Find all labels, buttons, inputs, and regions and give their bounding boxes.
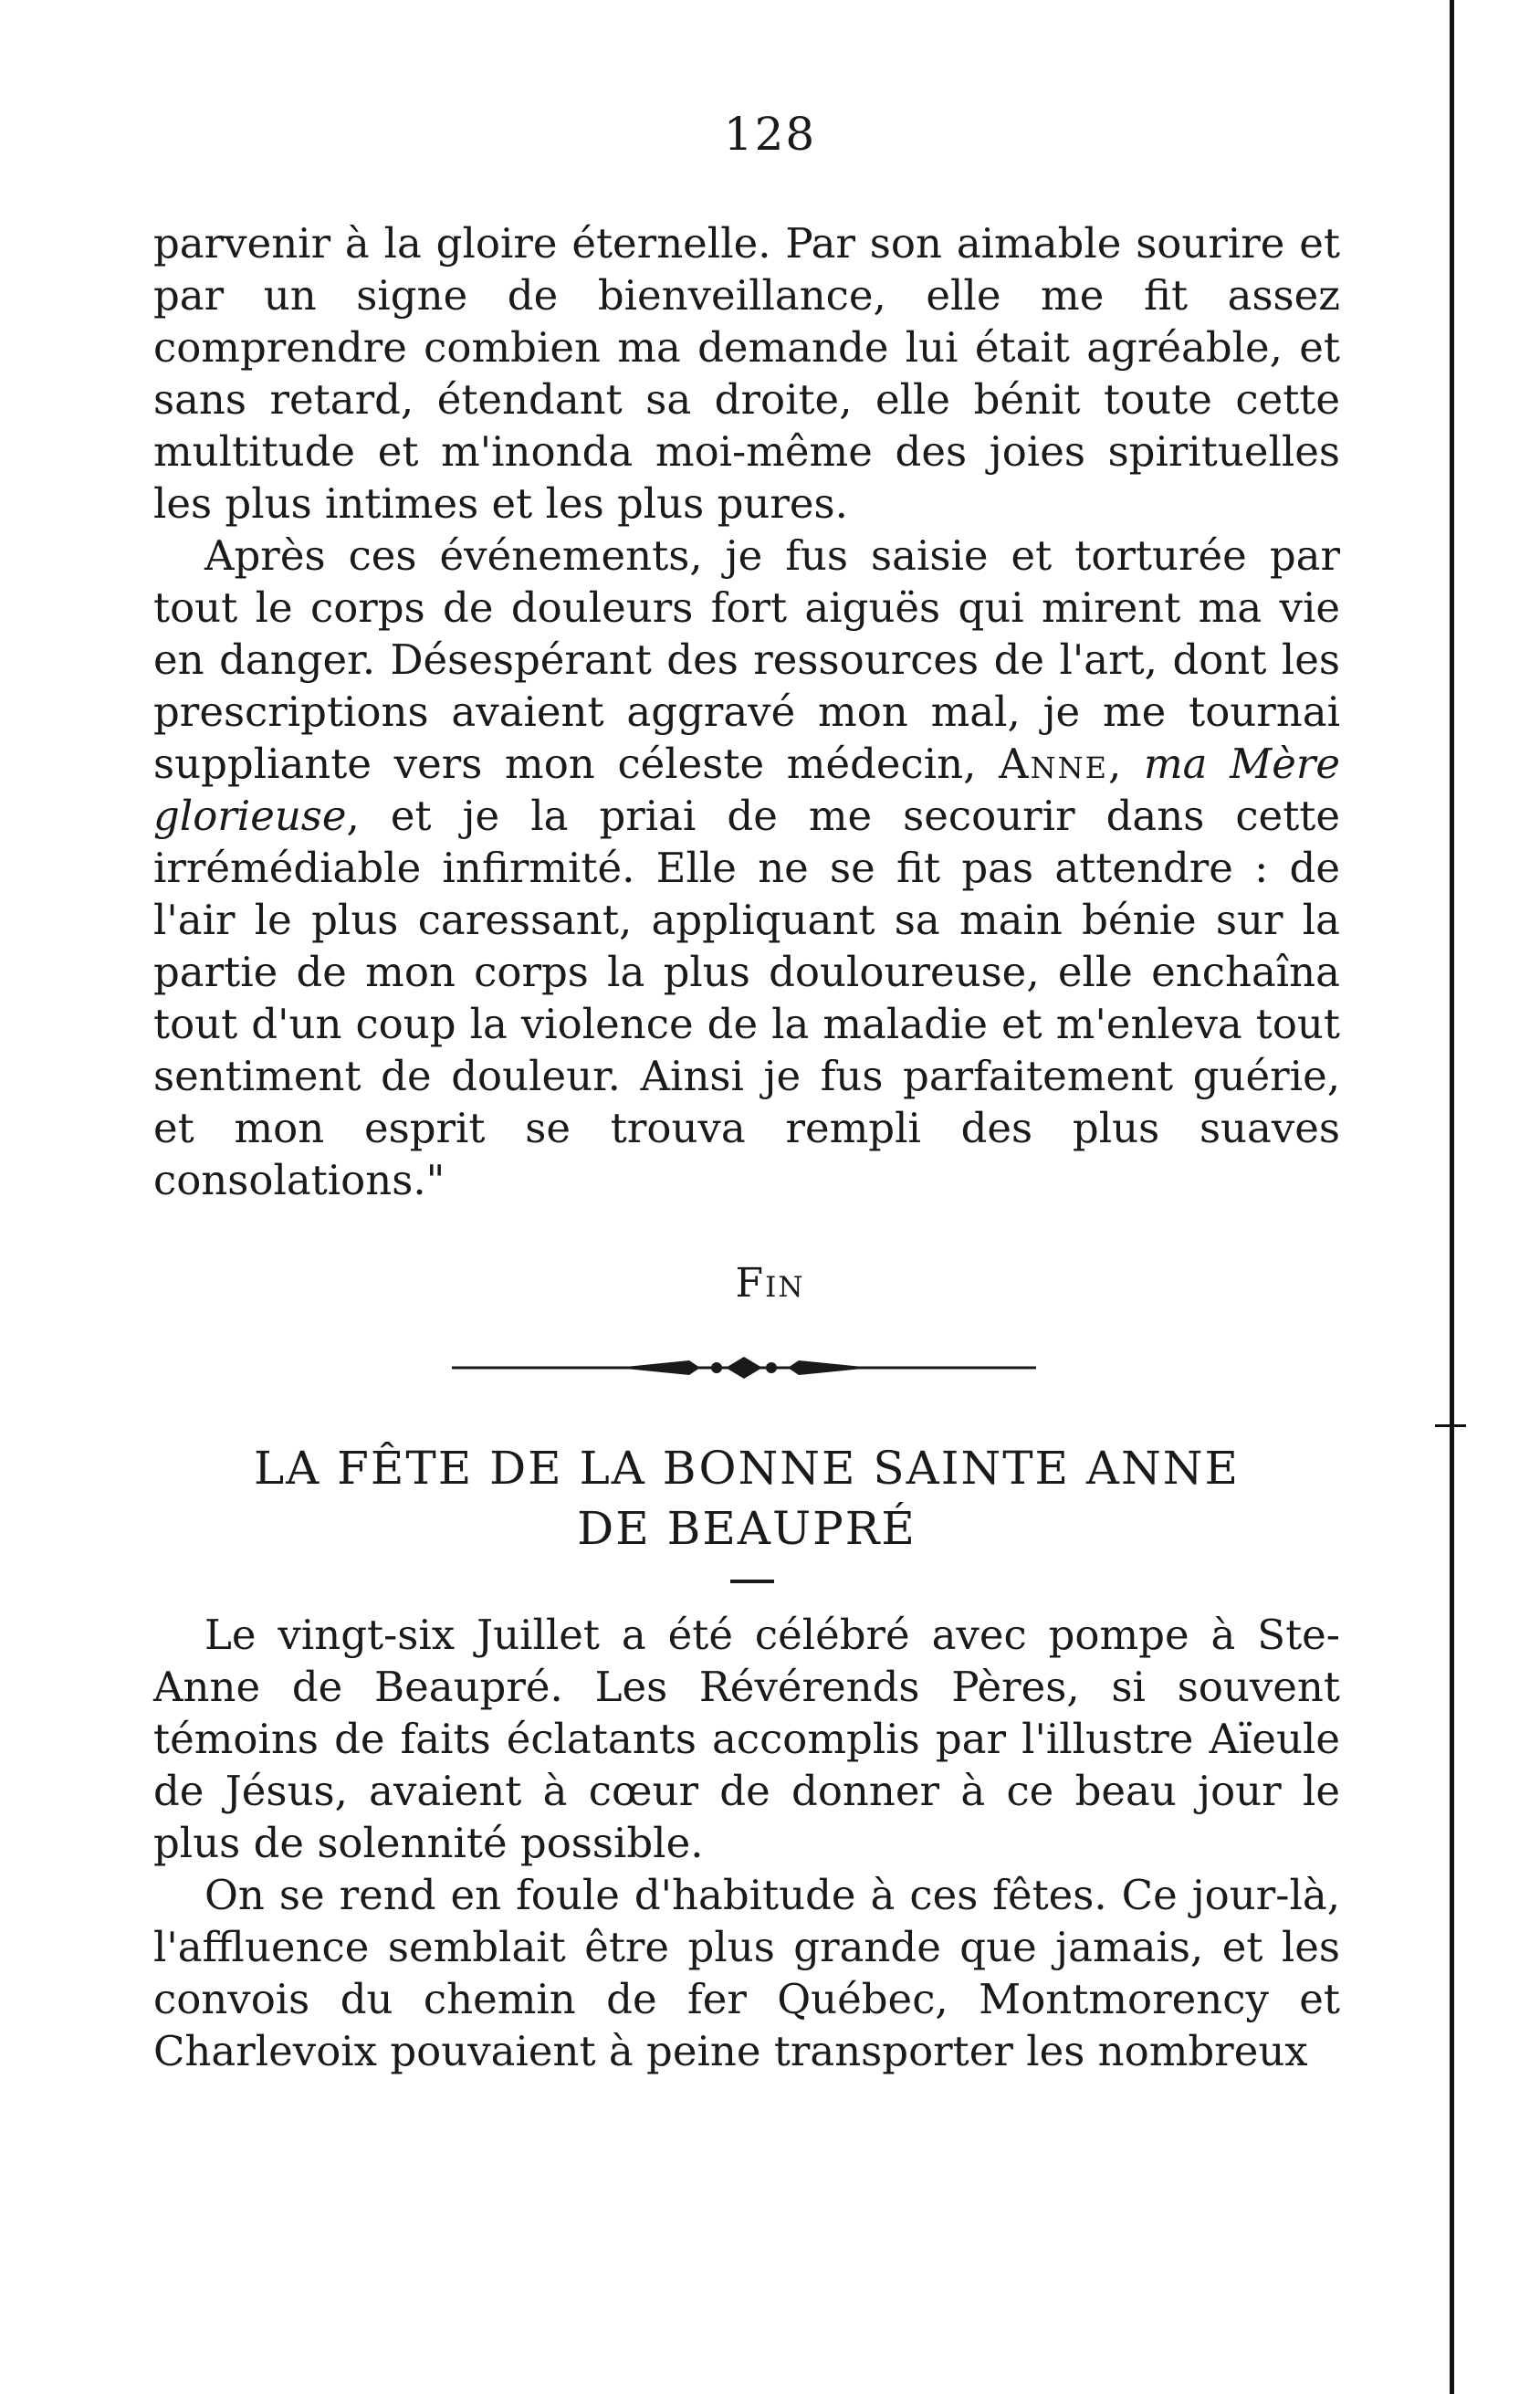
right-margin-rule (1450, 0, 1454, 2394)
paragraph-1: parvenir à la gloire éternelle. Par son aimable sourire et par un signe de bienveillance, elle me fit assez comprendre combien ma demande lui était agréable, et sans retard, étendant sa droite, elle bénit toute cette multitude et m'inonda moi-même des joies spirituelles les plus intimes et les plus pures. (153, 219, 1340, 528)
paragraph-2-end: , et je la priai de me secourir dans cette irrémédiable infirmité. Elle ne se fit pas attendre : de l'air le plus caressant, appliquant sa main bénie sur la partie de mon corps la plus douloureuse, elle enchaîna tout d'un coup la violence de la maladie et m'enleva tout sentiment de douleur. Ainsi je fus parfaitement guérie, et mon esprit se trouva rempli des plus suaves consolations." (153, 792, 1340, 1204)
heading-dash (730, 1580, 774, 1583)
ornament-divider (452, 1349, 1036, 1386)
fin-label: Fin (735, 1260, 805, 1307)
mere-glorieuse: ma Mère glorieuse (153, 740, 1341, 840)
section-1-text (153, 217, 1340, 1206)
anne-name: Anne (999, 740, 1108, 788)
right-margin-tick (1435, 1424, 1466, 1427)
page-number: 128 (723, 108, 817, 161)
paragraph-3: Le vingt-six Juillet a été célébré avec pompe à Ste-Anne de Beaupré. Les Révérends Pères, si souvent témoins de faits éclatants accomplis par l'illustre Aïeule de Jésus, avaient à cœur de donner à ce beau jour le plus de solennité possible. (153, 1611, 1340, 1867)
paragraph-2-start: Après ces événements, je fus saisie et torturée par tout le corps de douleurs fort aiguës qui mirent ma vie en danger. Désespérant des ressources de l'art, dont les prescriptions avaient aggravé mon mal, je me tournai suppliante vers mon céleste médecin, (153, 531, 1340, 788)
paragraph-2 (153, 530, 1340, 1206)
heading-line-2: DE BEAUPRÉ (577, 1502, 917, 1555)
section-2-heading (153, 1438, 1340, 1559)
paragraph-4: On se rend en foule d'habitude à ces fêtes. Ce jour-là, l'affluence semblait être plus grande que jamais, et les convois du chemin de fer Québec, Montmorency et Charlevoix pouvaient à peine transporter les nombreux (153, 1871, 1340, 2075)
section-2-text (153, 1609, 1340, 2077)
heading-line-1: LA FÊTE DE LA BONNE SAINTE ANNE (253, 1442, 1241, 1495)
comma-space: , (1107, 740, 1144, 788)
